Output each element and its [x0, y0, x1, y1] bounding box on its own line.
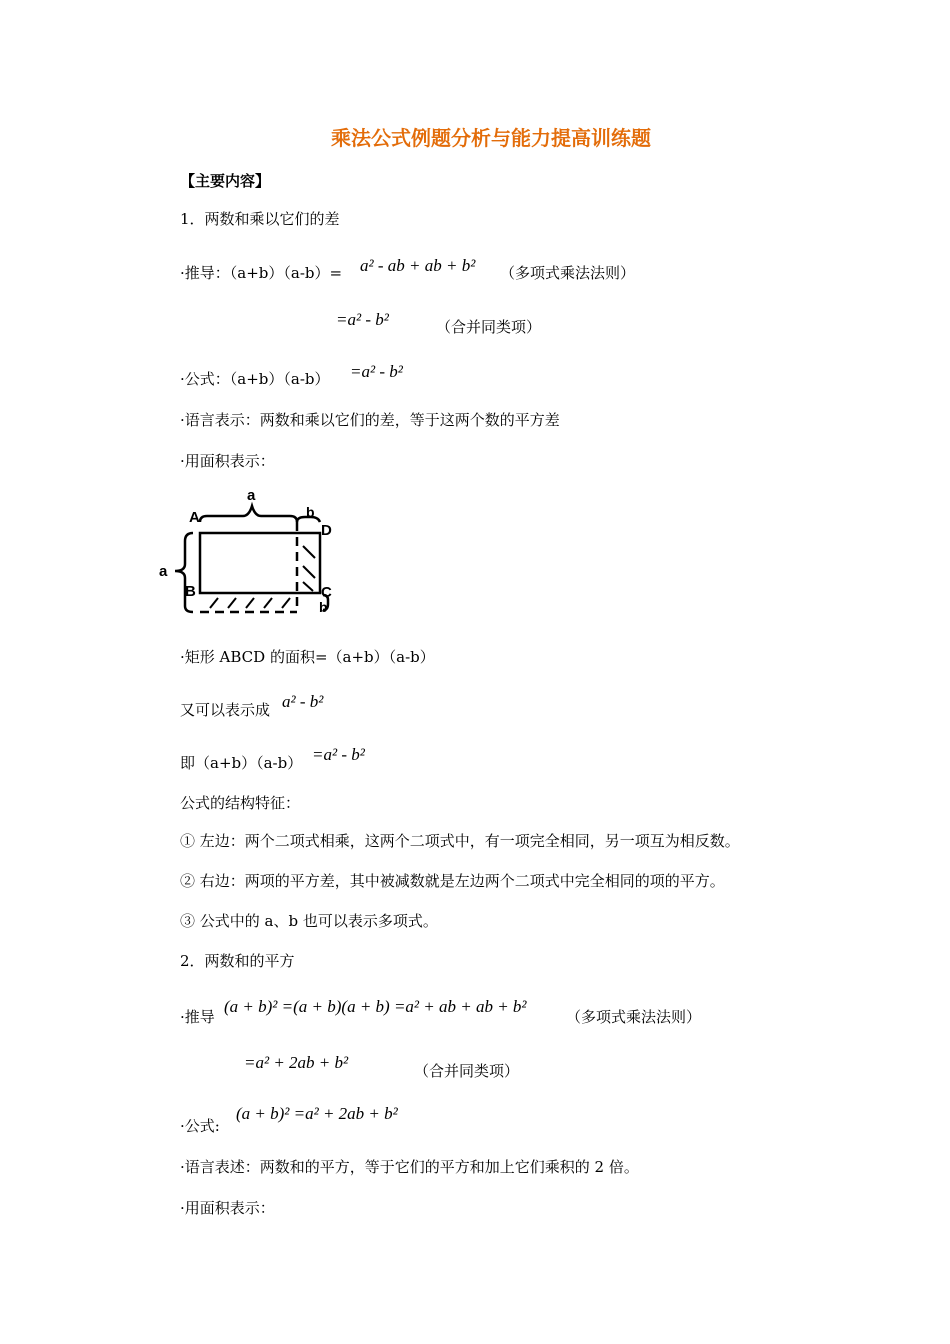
s1-formula-label: ·公式：（a+b）（a-b）: [180, 370, 330, 388]
s1-derive-note: （多项式乘法法则）: [500, 264, 636, 282]
s1-also-expr: a² - b²: [282, 692, 324, 711]
label-bottom-b: b: [319, 599, 328, 615]
s2-formula-expr: (a + b)² =a² + 2ab + b²: [236, 1104, 398, 1123]
label-B: B: [185, 583, 196, 600]
s1-combine-note: （合并同类项）: [436, 318, 542, 336]
s1-language: ·语言表示：两数和乘以它们的差，等于这两个数的平方差: [180, 411, 560, 429]
top-brace-a: [200, 506, 297, 522]
label-top-b: b: [306, 504, 315, 520]
s1-also-label: 又可以表示成: [180, 701, 271, 719]
s1-derive-expr: a² - ab + ab + b²: [360, 256, 476, 275]
hatch-bottom: [210, 598, 290, 608]
label-D: D: [321, 522, 332, 539]
rect-abcd: [200, 533, 320, 593]
s2-combine-expr: =a² + 2ab + b²: [244, 1053, 349, 1072]
s1-rect-area: ·矩形 ABCD 的面积=（a+b）（a-b）: [180, 648, 435, 666]
s1-features-heading: 公式的结构特征：: [180, 794, 301, 812]
hatch-right: [303, 546, 315, 591]
label-A: A: [189, 509, 200, 526]
s2-derive-expr: (a + b)² =(a + b)(a + b) =a² + ab + ab + b²: [224, 997, 527, 1016]
s2-combine-note: （合并同类项）: [414, 1062, 520, 1080]
main-heading: 【主要内容】: [180, 172, 271, 190]
label-left-a: a: [159, 563, 168, 580]
s2-language: ·语言表述：两数和的平方，等于它们的平方和加上它们乘积的 2 倍。: [180, 1158, 639, 1176]
s1-ie-expr: =a² - b²: [312, 745, 365, 764]
label-C: C: [321, 584, 332, 601]
page-title: 乘法公式例题分析与能力提高训练题: [331, 126, 651, 150]
s1-feature-3: ③ 公式中的 a、b 也可以表示多项式。: [180, 912, 438, 930]
s2-derive-note: （多项式乘法法则）: [566, 1008, 702, 1026]
left-brace: [175, 533, 193, 612]
s1-ie-label: 即（a+b）（a-b）: [180, 754, 303, 772]
s2-formula-label: ·公式:: [180, 1117, 220, 1135]
section2-heading: 2．两数和的平方: [180, 952, 295, 970]
s1-area-label: ·用面积表示：: [180, 452, 275, 470]
s1-feature-1: ① 左边：两个二项式相乘，这两个二项式中，有一项完全相同，另一项互为相反数。: [180, 832, 740, 850]
label-top-a: a: [247, 487, 256, 504]
s2-area-label: ·用面积表示：: [180, 1199, 275, 1217]
s1-feature-2: ② 右边：两项的平方差，其中被减数就是左边两个二项式中完全相同的项的平方。: [180, 872, 725, 890]
s1-formula-expr: =a² - b²: [350, 362, 403, 381]
s2-derive-label: ·推导: [180, 1008, 215, 1026]
section1-heading: 1．两数和乘以它们的差: [180, 210, 340, 228]
s1-derive-label: ·推导：（a+b）（a-b）=: [180, 264, 343, 282]
s1-combine-expr: =a² - b²: [336, 310, 389, 329]
area-diagram: [155, 484, 345, 620]
